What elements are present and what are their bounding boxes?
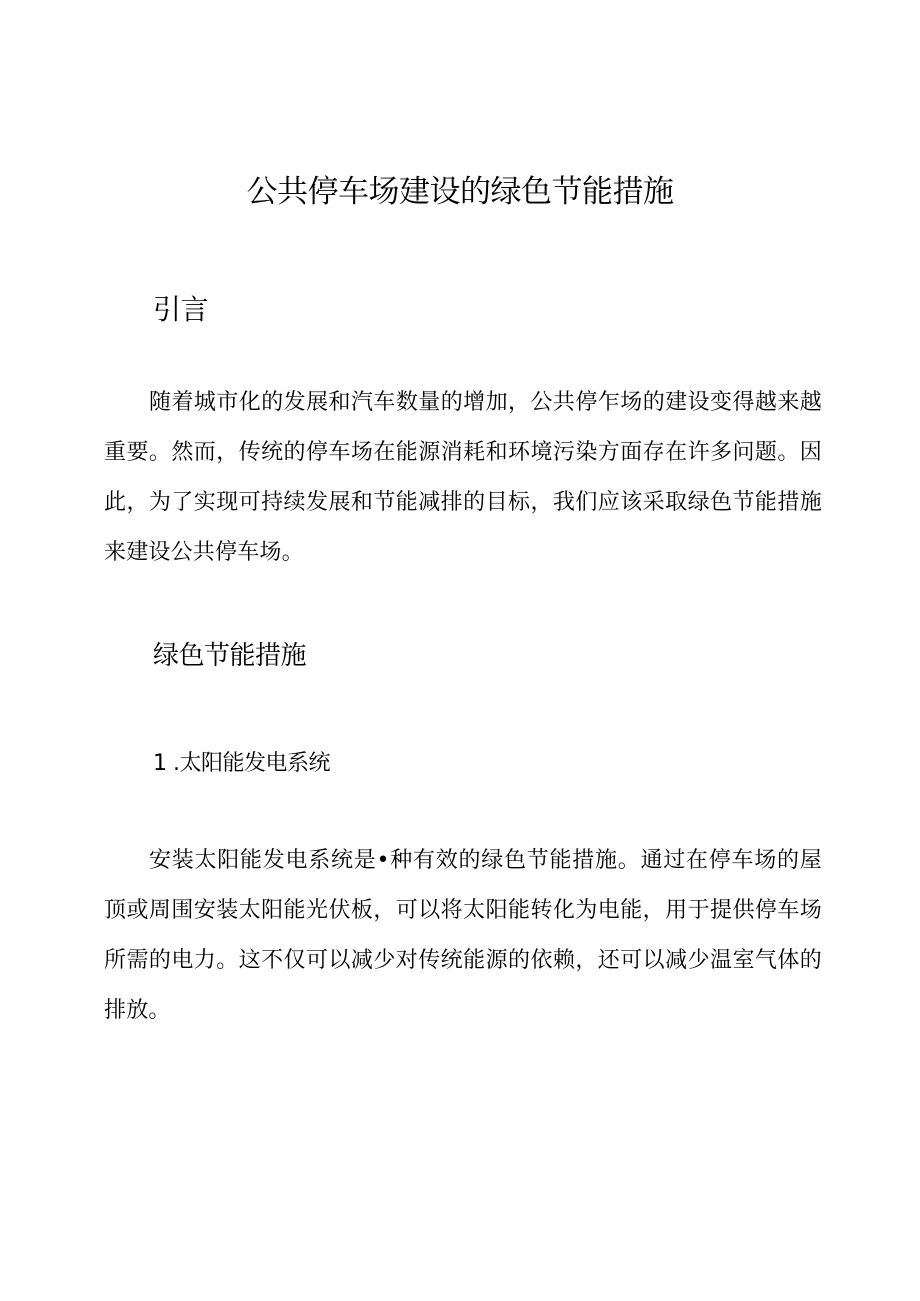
section-heading-green-measures: 绿色节能措施 <box>153 641 307 671</box>
intro-paragraph: 随着城市化的发展和汽车数量的增加，公共停乍场的建设变得越来越重要。然而，传统的停车场在能源消耗和环境污染方面存在许多问题。因此，为了实现可持续发展和节能减排的目标，我们应该采取绿色节能措施来建设公共停车场。 <box>104 390 822 565</box>
solar-paragraph: 安装太阳能发电系统是•种有效的绿色节能措施。通过在停车场的屋顶或周围安装太阳能光伏板，可以将太阳能转化为电能，用于提供停车场所需的电力。这不仅可以减少对传统能源的依赖，还可以减少温室气体的排放。 <box>104 848 822 1023</box>
section-heading-intro: 引言 <box>153 293 209 326</box>
document-title: 公共停车场建设的绿色节能措施 <box>246 174 674 210</box>
subsection-heading-solar: 1 .太阳能发电系统 <box>153 751 330 776</box>
